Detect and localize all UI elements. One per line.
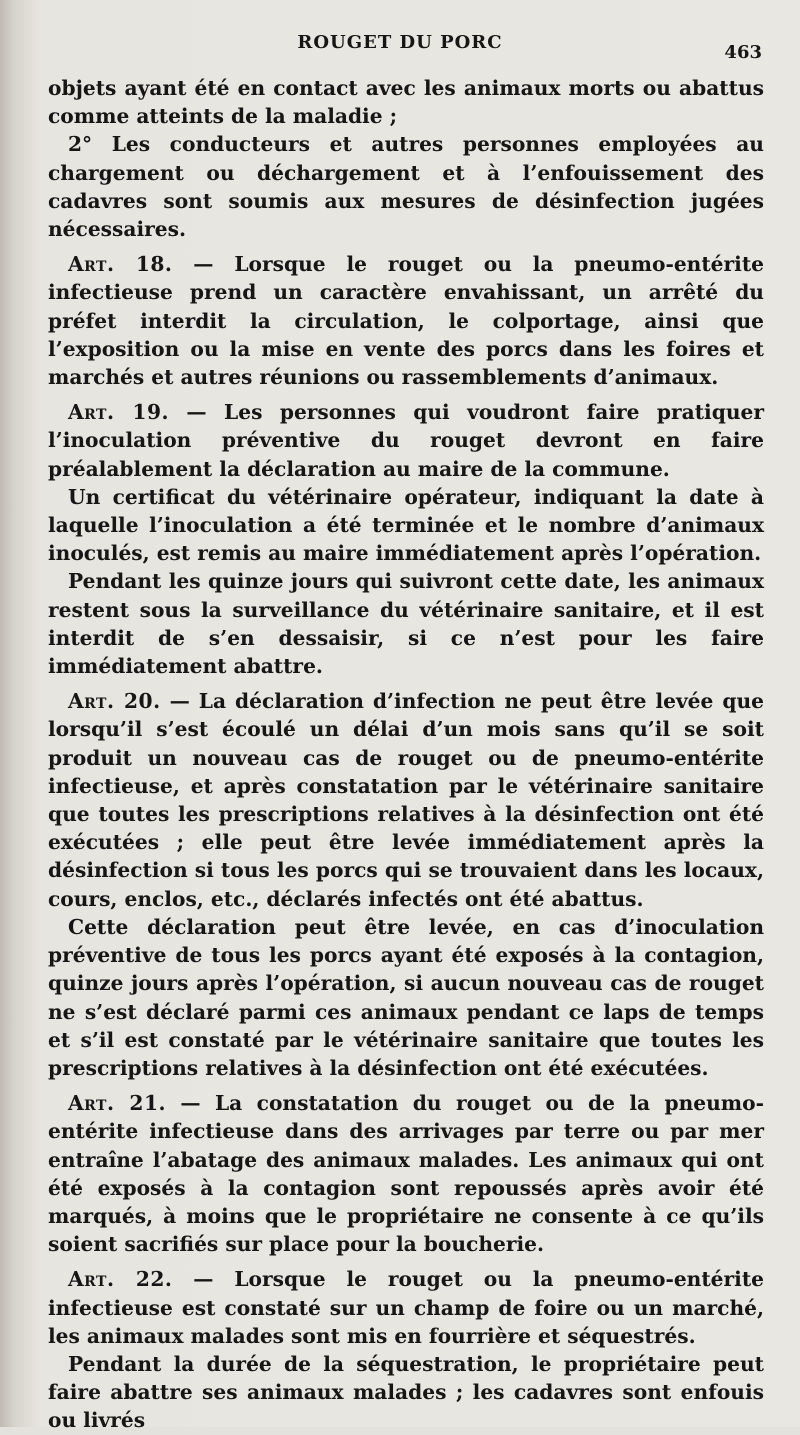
article-label: Art. 18.	[68, 252, 173, 277]
paragraph-text: — La déclaration d’infection ne peut être levée que lorsqu’il s’est écoulé un délai d’un mois sans qu’il se soit produit un nouveau cas de rouget ou de pneumo-entérite infectieuse, et après constatation par le vétérinaire sanitaire que toutes les prescriptions relatives à la désinfection ont été exécutées ; elle peut être levée immédiatement après la désinfection si tous les porcs qui se trouvaient dans les locaux, cours, enclos, etc., déclarés infectés ont été abattus.	[48, 689, 765, 911]
article-19	[48, 398, 764, 483]
paragraph-text: 2° Les conducteurs et autres personnes employées au chargement ou déchargement et à l’enfouissement des cadavres sont soumis aux mesures de désinfection jugées nécessaires.	[48, 132, 764, 242]
page-number: 463	[724, 42, 762, 63]
paragraph-declaration	[48, 913, 764, 1082]
paragraph-text: Pendant les quinze jours qui suivront cette date, les animaux restent sous la surveillance du vétérinaire sanitaire, et il est interdit de s’en dessaisir, si ce n’est pour les faire immédiatement abattre.	[48, 569, 764, 679]
paragraph-text: — Les personnes qui voudront faire pratiquer l’inoculation préventive du rouget devront en faire préalablement la déclaration au maire de la commune.	[48, 400, 764, 481]
body-text	[48, 74, 764, 1435]
article-label: Art. 20.	[68, 689, 161, 714]
paragraph-2	[48, 130, 764, 243]
running-title: ROUGET DU PORC	[297, 32, 503, 53]
article-22	[48, 1265, 764, 1350]
paragraph-text: Pendant la durée de la séquestration, le propriétaire peut faire abattre ses animaux malades ; les cadavres sont enfouis ou livrés	[48, 1351, 764, 1433]
article-label: Art. 22.	[68, 1267, 173, 1292]
article-label: Art. 21.	[68, 1091, 167, 1116]
article-label: Art. 19.	[68, 400, 170, 425]
paragraph-sequestration	[48, 1350, 764, 1435]
paragraph-text: — Lorsque le rouget ou la pneumo-entérite infectieuse est constaté sur un champ de foire ou un marché, les animaux malades sont mis en fourrière et séquestrés.	[48, 1267, 764, 1348]
article-18	[48, 250, 764, 391]
paragraph-text: objets ayant été en contact avec les animaux morts ou abattus comme atteints de la maladie ;	[48, 76, 764, 129]
page-header	[0, 32, 800, 62]
paragraph-quinze-jours	[48, 567, 764, 680]
paragraph-text: — Lorsque le rouget ou la pneumo-entérite infectieuse prend un caractère envahissant, un arrêté du préfet interdit la circulation, le colportage, ainsi que l’exposition ou la mise en vente des porcs dans les foires et marchés et autres réunions ou rassemblements d’animaux.	[48, 252, 764, 390]
paragraph-text: Un certificat du vétérinaire opérateur, indiquant la date à laquelle l’inoculation a été terminée et le nombre d’animaux inoculés, est remis au maire immédiatement après l’opération.	[48, 484, 764, 566]
article-20	[48, 687, 764, 913]
paragraph-text: Cette déclaration peut être levée, en cas d’inoculation préventive de tous les porcs ayant été exposés à la contagion, quinze jours après l’opération, si aucun nouveau cas de rouget ne s’est déclaré parmi ces animaux pendant ce laps de temps et s’il est constaté par le vétérinaire sanitaire que toutes les prescriptions relatives à la désinfection ont été exécutées.	[48, 914, 764, 1080]
article-21	[48, 1089, 764, 1258]
paragraph-1	[48, 74, 764, 130]
paragraph-certificat	[48, 483, 764, 568]
paragraph-text: — La constatation du rouget ou de la pneumo-entérite infectieuse dans des arrivages par terre ou par mer entraîne l’abatage des animaux malades. Les animaux qui ont été exposés à la contagion sont repoussés après avoir été marqués, à moins que le propriétaire ne consente à ce qu’ils soient sacrifiés sur place pour la boucherie.	[48, 1091, 764, 1257]
